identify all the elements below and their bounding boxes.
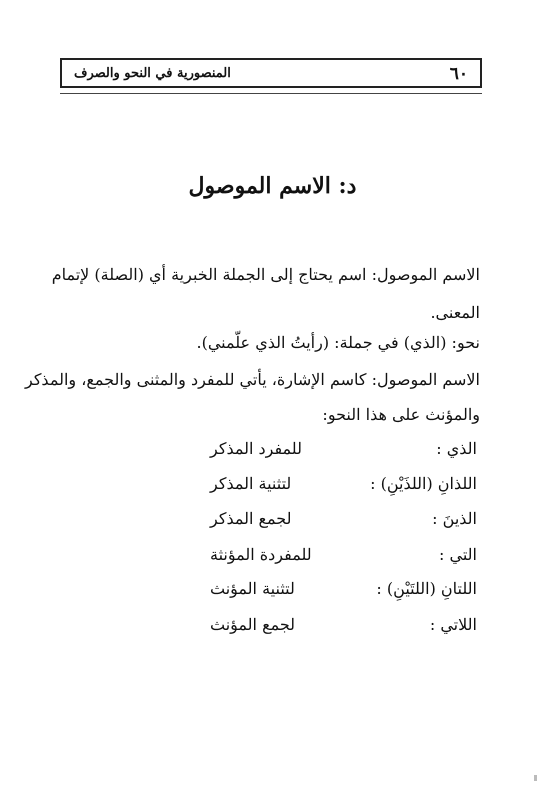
pronoun-usage: لجمع المؤنث — [210, 615, 296, 634]
pronoun-row — [60, 439, 482, 461]
pronoun-term: الذي : — [436, 439, 477, 458]
example-line: نحو: (الذي) في جملة: (رأيتُ الذي علّمني). — [196, 333, 480, 352]
pronoun-row — [60, 615, 482, 637]
header-rule — [60, 93, 482, 94]
pronoun-usage: للمفردة المؤنثة — [210, 545, 312, 564]
pronoun-usage: لجمع المذكر — [210, 509, 292, 528]
pronoun-usage: لتثنية المؤنث — [210, 579, 295, 598]
pronoun-row — [60, 474, 482, 496]
usage-line-2: والمؤنث على هذا النحو: — [322, 405, 480, 424]
pronoun-term: الذينَ : — [432, 509, 477, 528]
page-header — [60, 58, 482, 88]
pronoun-row — [60, 545, 482, 567]
pronoun-term: اللذانِ (اللذَيْنِ) : — [370, 474, 477, 493]
definition-line-2: المعنى. — [430, 303, 480, 322]
pronoun-term: اللتانِ (اللتَيْنِ) : — [376, 579, 477, 598]
running-title: المنصورية في النحو والصرف — [74, 66, 231, 81]
pronoun-term: اللاتي : — [429, 615, 477, 634]
pronoun-usage: لتثنية المذكر — [210, 474, 292, 493]
section-title: د: الاسم الموصول — [188, 173, 357, 199]
page-number: ٦٠ — [449, 64, 468, 84]
scan-edge-mark — [534, 775, 537, 781]
usage-line-1: الاسم الموصول: كاسم الإشارة، يأتي للمفرد والمثنى والجمع، والمذكر — [24, 370, 480, 389]
pronoun-term: التي : — [439, 545, 477, 564]
pronoun-row — [60, 509, 482, 531]
pronoun-usage: للمفرد المذكر — [210, 439, 302, 458]
definition-line-1: الاسم الموصول: اسم يحتاج إلى الجملة الخبرية أي (الصلة) لإتمام — [51, 265, 480, 284]
pronoun-row — [60, 579, 482, 601]
